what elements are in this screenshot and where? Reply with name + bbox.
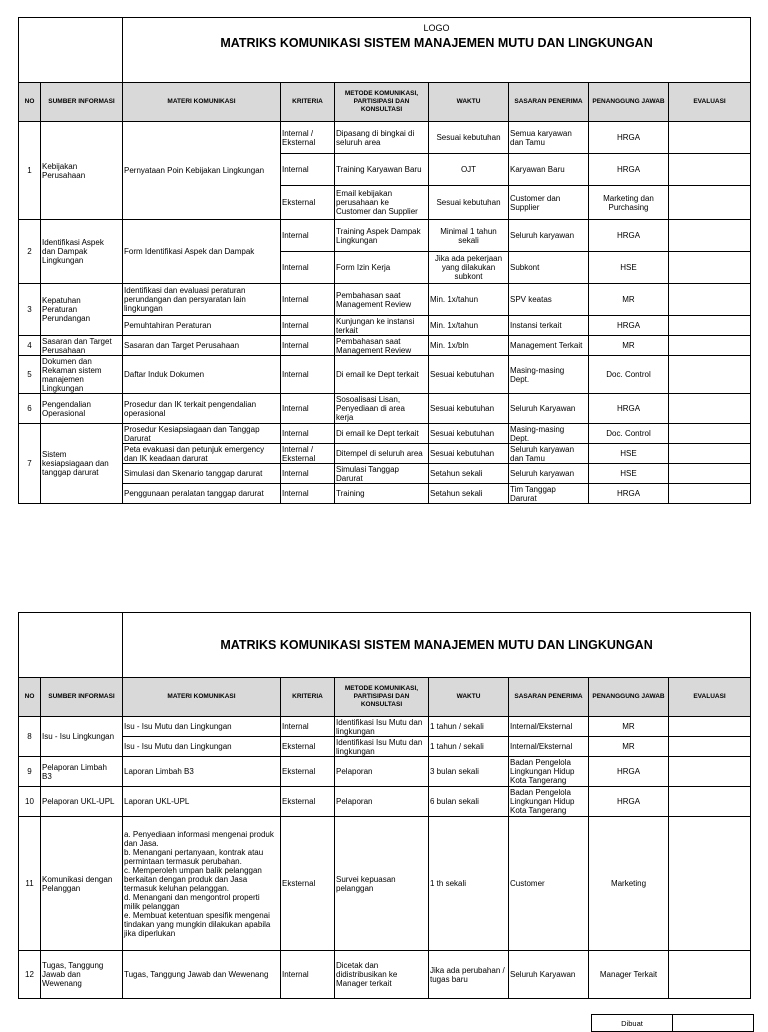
row-pj: MR — [589, 284, 669, 316]
row-evaluasi — [669, 394, 751, 424]
row-pj: Manager Terkait — [589, 951, 669, 999]
row-metode: Training Karyawan Baru — [335, 154, 429, 186]
row-waktu: 6 bulan sekali — [429, 787, 509, 817]
row-pj: HRGA — [589, 316, 669, 336]
row-sasaran: Badan Pengelola Lingkungan Hidup Kota Tangerang — [509, 787, 589, 817]
row-no: 5 — [19, 356, 41, 394]
col-sumber: SUMBER INFORMASI — [41, 83, 123, 122]
row-sumber: Isu - Isu Lingkungan — [41, 717, 123, 757]
row-kriteria: Internal — [281, 356, 335, 394]
row-evaluasi — [669, 817, 751, 951]
row-materi: Daftar Induk Dokumen — [123, 356, 281, 394]
row-materi: Pernyataan Poin Kebijakan Lingkungan — [123, 122, 281, 220]
row-evaluasi — [669, 122, 751, 154]
title-row — [19, 613, 751, 678]
row-evaluasi — [669, 757, 751, 787]
row-no: 7 — [19, 424, 41, 504]
row-materi: Prosedur dan IK terkait pengendalian operasional — [123, 394, 281, 424]
row-kriteria: Internal — [281, 252, 335, 284]
row-pj: Marketing — [589, 817, 669, 951]
col-waktu: WAKTU — [429, 83, 509, 122]
table-row — [19, 444, 751, 464]
row-kriteria: Internal — [281, 717, 335, 737]
row-waktu: 3 bulan sekali — [429, 757, 509, 787]
row-pj: HRGA — [589, 394, 669, 424]
row-waktu: Jika ada pekerjaan yang dilakukan subkont — [429, 252, 509, 284]
table-row — [19, 336, 751, 356]
row-sumber: Identifikasi Aspek dan Dampak Lingkungan — [41, 220, 123, 284]
row-evaluasi — [669, 356, 751, 394]
row-kriteria: Eksternal — [281, 757, 335, 787]
row-sumber: Kepatuhan Peraturan Perundangan — [41, 284, 123, 336]
row-kriteria: Internal — [281, 484, 335, 504]
page-title: MATRIKS KOMUNIKASI SISTEM MANAJEMEN MUTU DAN LINGKUNGAN — [220, 637, 653, 652]
row-metode: Pembahasan saat Management Review — [335, 284, 429, 316]
matrix-table-2 — [18, 612, 751, 999]
table-row — [19, 220, 751, 252]
col-kriteria: KRITERIA — [281, 678, 335, 717]
row-waktu: Setahun sekali — [429, 464, 509, 484]
row-sumber: Pelaporan Limbah B3 — [41, 757, 123, 787]
row-materi: Prosedur Kesiapsiagaan dan Tanggap Darurat — [123, 424, 281, 444]
col-waktu: WAKTU — [429, 678, 509, 717]
row-sasaran: Instansi terkait — [509, 316, 589, 336]
row-evaluasi — [669, 316, 751, 336]
row-waktu: Jika ada perubahan / tugas baru — [429, 951, 509, 999]
row-metode: Kunjungan ke instansi terkait — [335, 316, 429, 336]
row-materi: Identifikasi dan evaluasi peraturan perundangan dan persyaratan lain lingkungan — [123, 284, 281, 316]
row-evaluasi — [669, 252, 751, 284]
title-block — [123, 18, 751, 83]
row-evaluasi — [669, 717, 751, 737]
row-sasaran: Badan Pengelola Lingkungan Hidup Kota Tangerang — [509, 757, 589, 787]
row-pj: HRGA — [589, 757, 669, 787]
row-no: 10 — [19, 787, 41, 817]
title-row — [19, 18, 751, 83]
table-row — [19, 737, 751, 757]
row-sasaran: Customer dan Supplier — [509, 186, 589, 220]
row-materi: Peta evakuasi dan petunjuk emergency dan IK keadaan darurat — [123, 444, 281, 464]
row-evaluasi — [669, 336, 751, 356]
row-waktu: Sesuai kebutuhan — [429, 424, 509, 444]
row-evaluasi — [669, 154, 751, 186]
row-sasaran: Seluruh karyawan dan Tamu — [509, 444, 589, 464]
row-sasaran: Subkont — [509, 252, 589, 284]
dibuat-label: Dibuat — [592, 1015, 673, 1032]
row-metode: Pelaporan — [335, 757, 429, 787]
signature-empty — [673, 1015, 754, 1032]
row-metode: Ditempel di seluruh area — [335, 444, 429, 464]
row-kriteria: Internal — [281, 424, 335, 444]
row-waktu: Sesuai kebutuhan — [429, 122, 509, 154]
row-pj: MR — [589, 336, 669, 356]
logo-text: LOGO — [423, 23, 450, 33]
row-sasaran: Seluruh Karyawan — [509, 951, 589, 999]
row-kriteria: Internal — [281, 394, 335, 424]
row-waktu: Min. 1x/bln — [429, 336, 509, 356]
row-sasaran: Seluruh Karyawan — [509, 394, 589, 424]
row-kriteria: Internal — [281, 951, 335, 999]
row-materi: Isu - Isu Mutu dan Lingkungan — [123, 717, 281, 737]
row-pj: HRGA — [589, 787, 669, 817]
row-pj: HSE — [589, 252, 669, 284]
row-kriteria: Eksternal — [281, 787, 335, 817]
row-evaluasi — [669, 787, 751, 817]
table-row — [19, 717, 751, 737]
col-sasaran: SASARAN PENERIMA — [509, 678, 589, 717]
row-sasaran: Karyawan Baru — [509, 154, 589, 186]
row-materi: Sasaran dan Target Perusahaan — [123, 336, 281, 356]
row-evaluasi — [669, 424, 751, 444]
row-no: 8 — [19, 717, 41, 757]
row-kriteria: Internal / Eksternal — [281, 444, 335, 464]
table-row — [19, 787, 751, 817]
row-pj: Marketing dan Purchasing — [589, 186, 669, 220]
row-materi: Laporan UKL-UPL — [123, 787, 281, 817]
row-metode: Simulasi Tanggap Darurat — [335, 464, 429, 484]
row-sumber: Kebijakan Perusahaan — [41, 122, 123, 220]
col-evaluasi: EVALUASI — [669, 83, 751, 122]
table-row — [19, 757, 751, 787]
row-evaluasi — [669, 484, 751, 504]
row-waktu: Setahun sekali — [429, 484, 509, 504]
row-sasaran: Management Terkait — [509, 336, 589, 356]
row-metode: Sosoalisasi Lisan, Penyediaan di area kerja — [335, 394, 429, 424]
row-kriteria: Internal — [281, 316, 335, 336]
col-evaluasi: EVALUASI — [669, 678, 751, 717]
row-evaluasi — [669, 444, 751, 464]
row-evaluasi — [669, 737, 751, 757]
logo-placeholder-blank — [19, 613, 123, 678]
row-metode: Dipasang di bingkai di seluruh area — [335, 122, 429, 154]
col-no: NO — [19, 83, 41, 122]
column-header-row — [19, 83, 751, 122]
row-sasaran: Customer — [509, 817, 589, 951]
row-metode: Pelaporan — [335, 787, 429, 817]
table-row — [19, 817, 751, 951]
row-no: 11 — [19, 817, 41, 951]
col-penanggung-jawab: PENANGGUNG JAWAB — [589, 83, 669, 122]
col-metode: METODE KOMUNIKASI, PARTISIPASI DAN KONSULTASI — [335, 678, 429, 717]
row-metode: Di email ke Dept terkait — [335, 356, 429, 394]
matrix-table-1 — [18, 17, 751, 504]
row-sumber: Sistem kesiapsiagaan dan tanggap darurat — [41, 424, 123, 504]
row-waktu: Min. 1x/tahun — [429, 316, 509, 336]
row-metode: Pembahasan saat Management Review — [335, 336, 429, 356]
col-materi: MATERI KOMUNIKASI — [123, 678, 281, 717]
row-kriteria: Eksternal — [281, 186, 335, 220]
row-kriteria: Internal — [281, 464, 335, 484]
table-row — [19, 394, 751, 424]
row-pj: HSE — [589, 464, 669, 484]
row-sasaran: Seluruh karyawan — [509, 220, 589, 252]
row-no: 1 — [19, 122, 41, 220]
row-pj: Doc. Control — [589, 424, 669, 444]
row-sasaran: Semua karyawan dan Tamu — [509, 122, 589, 154]
row-sasaran: Masing-masing Dept. — [509, 424, 589, 444]
row-materi: Tugas, Tanggung Jawab dan Wewenang — [123, 951, 281, 999]
page-title: MATRIKS KOMUNIKASI SISTEM MANAJEMEN MUTU DAN LINGKUNGAN — [220, 36, 653, 50]
table-row — [19, 951, 751, 999]
row-waktu: 1 tahun / sekali — [429, 717, 509, 737]
col-no: NO — [19, 678, 41, 717]
row-pj: HRGA — [589, 122, 669, 154]
row-sumber: Pengendalian Operasional — [41, 394, 123, 424]
row-sumber: Dokumen dan Rekaman sistem manajemen Lingkungan — [41, 356, 123, 394]
row-metode: Training — [335, 484, 429, 504]
table-row — [19, 484, 751, 504]
table-row — [19, 316, 751, 336]
row-waktu: Min. 1x/tahun — [429, 284, 509, 316]
row-kriteria: Internal — [281, 154, 335, 186]
table-row — [19, 464, 751, 484]
row-sasaran: Internal/Eksternal — [509, 737, 589, 757]
row-sasaran: Masing-masing Dept. — [509, 356, 589, 394]
row-sumber: Tugas, Tanggung Jawab dan Wewenang — [41, 951, 123, 999]
column-header-row — [19, 678, 751, 717]
row-no: 9 — [19, 757, 41, 787]
row-sumber: Pelaporan UKL-UPL — [41, 787, 123, 817]
row-pj: MR — [589, 717, 669, 737]
row-waktu: OJT — [429, 154, 509, 186]
row-waktu: 1 tahun / sekali — [429, 737, 509, 757]
row-materi: Simulasi dan Skenario tanggap darurat — [123, 464, 281, 484]
col-penanggung-jawab: PENANGGUNG JAWAB — [589, 678, 669, 717]
logo-placeholder-blank — [19, 18, 123, 83]
row-sumber: Sasaran dan Target Perusahaan — [41, 336, 123, 356]
row-no: 12 — [19, 951, 41, 999]
row-metode: Form Izin Kerja — [335, 252, 429, 284]
row-waktu: Sesuai kebutuhan — [429, 394, 509, 424]
col-kriteria: KRITERIA — [281, 83, 335, 122]
signature-box — [591, 1014, 754, 1032]
row-metode: Email kebijakan perusahaan ke Customer dan Supplier — [335, 186, 429, 220]
row-waktu: Sesuai kebutuhan — [429, 444, 509, 464]
row-materi: Form Identifikasi Aspek dan Dampak — [123, 220, 281, 284]
row-materi: Penggunaan peralatan tanggap darurat — [123, 484, 281, 504]
row-materi: a. Penyediaan informasi mengenai produk dan Jasa. b. Menangani pertanyaan, kontrak atau permintaan termasuk perubahan. c. Memperoleh umpan balik pelanggan berkaitan dengan produk dan Jasa termasuk keluhan pelanggan. d. Menangani dan mengontrol properti milik pelanggan e. Membuat ketentuan spesifik mengenai tindakan yang mungkin dilakukan apabila jika diperlukan — [123, 817, 281, 951]
row-no: 3 — [19, 284, 41, 336]
row-metode: Survei kepuasan pelanggan — [335, 817, 429, 951]
col-metode: METODE KOMUNIKASI, PARTISIPASI DAN KONSULTASI — [335, 83, 429, 122]
row-waktu: Sesuai kebutuhan — [429, 356, 509, 394]
row-evaluasi — [669, 951, 751, 999]
row-pj: HRGA — [589, 484, 669, 504]
row-no: 6 — [19, 394, 41, 424]
row-waktu: 1 th sekali — [429, 817, 509, 951]
row-metode: Identifikasi Isu Mutu dan lingkungan — [335, 737, 429, 757]
row-materi: Pemuhtahiran Peraturan — [123, 316, 281, 336]
row-metode: Training Aspek Dampak Lingkungan — [335, 220, 429, 252]
row-kriteria: Internal / Eksternal — [281, 122, 335, 154]
row-kriteria: Internal — [281, 220, 335, 252]
row-kriteria: Internal — [281, 284, 335, 316]
title-block — [123, 613, 751, 678]
row-waktu: Minimal 1 tahun sekali — [429, 220, 509, 252]
table-row — [19, 356, 751, 394]
row-kriteria: Eksternal — [281, 737, 335, 757]
row-metode: Di email ke Dept terkait — [335, 424, 429, 444]
row-no: 2 — [19, 220, 41, 284]
row-metode: Dicetak dan didistribusikan ke Manager terkait — [335, 951, 429, 999]
row-sasaran: Internal/Eksternal — [509, 717, 589, 737]
col-materi: MATERI KOMUNIKASI — [123, 83, 281, 122]
table-row — [19, 424, 751, 444]
row-kriteria: Eksternal — [281, 817, 335, 951]
row-sumber: Komunikasi dengan Pelanggan — [41, 817, 123, 951]
row-evaluasi — [669, 284, 751, 316]
col-sumber: SUMBER INFORMASI — [41, 678, 123, 717]
table-row — [19, 122, 751, 154]
row-metode: Identifikasi Isu Mutu dan lingkungan — [335, 717, 429, 737]
table-row — [19, 284, 751, 316]
row-evaluasi — [669, 220, 751, 252]
col-sasaran: SASARAN PENERIMA — [509, 83, 589, 122]
row-evaluasi — [669, 464, 751, 484]
row-waktu: Sesuai kebutuhan — [429, 186, 509, 220]
row-pj: MR — [589, 737, 669, 757]
row-kriteria: Internal — [281, 336, 335, 356]
row-materi: Laporan Limbah B3 — [123, 757, 281, 787]
row-pj: HRGA — [589, 220, 669, 252]
row-materi: Isu - Isu Mutu dan Lingkungan — [123, 737, 281, 757]
row-pj: HRGA — [589, 154, 669, 186]
row-no: 4 — [19, 336, 41, 356]
row-pj: Doc. Control — [589, 356, 669, 394]
row-sasaran: Seluruh karyawan — [509, 464, 589, 484]
row-sasaran: Tim Tanggap Darurat — [509, 484, 589, 504]
row-pj: HSE — [589, 444, 669, 464]
row-sasaran: SPV keatas — [509, 284, 589, 316]
row-evaluasi — [669, 186, 751, 220]
